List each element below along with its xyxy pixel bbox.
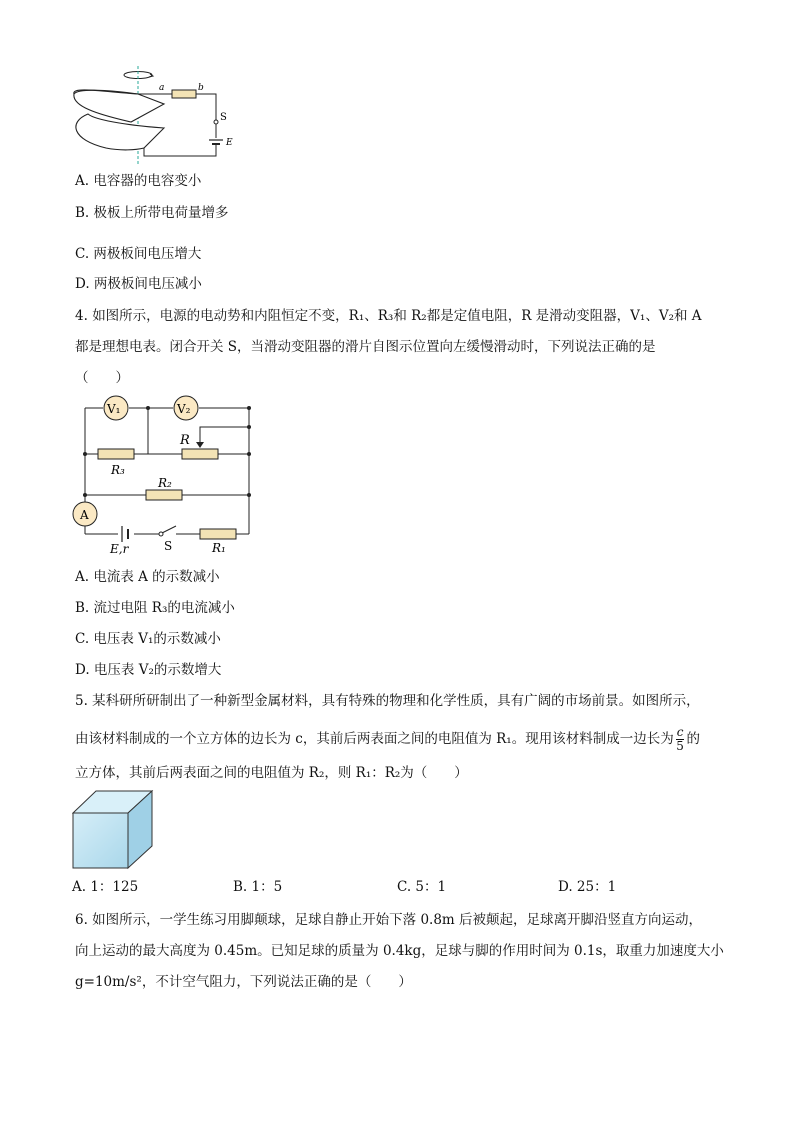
q5-stem-text-2-end: 的: [686, 731, 700, 747]
r2-label: R₂: [158, 476, 172, 490]
q5-option-c[interactable]: C. 5：1: [397, 879, 447, 895]
label-a: a: [159, 83, 165, 93]
capacitor-figure: [66, 66, 246, 166]
q5-stem-line-2: [75, 722, 700, 756]
resistor-r2: [146, 490, 182, 500]
q5-option-b[interactable]: B. 1：5: [233, 879, 283, 895]
fraction-c-over-5: [676, 726, 685, 753]
q5-option-a[interactable]: A. 1：125: [72, 879, 139, 895]
v2-label: V₂: [177, 402, 191, 416]
q4-stem-line-1: [75, 307, 702, 325]
emf-label: E,r: [110, 542, 129, 556]
label-s: S: [220, 112, 227, 123]
fraction-denominator: 5: [676, 738, 684, 753]
q5-option-d[interactable]: D. 25：1: [558, 879, 617, 895]
switch-label: S: [164, 539, 173, 553]
fraction-numerator: c: [676, 724, 684, 739]
q4-stem-text-1: 如图所示，电源的电动势和内阻恒定不变，R₁、R₃和 R₂都是定值电阻，R 是滑动变阻器，V₁、V₂和 A: [92, 308, 702, 324]
q4-option-d[interactable]: D. 电压表 V₂的示数增大: [75, 662, 222, 678]
q3-option-b[interactable]: B. 极板上所带电荷量增多: [75, 205, 229, 221]
q3-option-a[interactable]: A. 电容器的电容变小: [75, 173, 202, 189]
r-label: R: [180, 433, 190, 448]
switch-contact: [159, 532, 163, 536]
resistor-r3: [98, 449, 134, 459]
ammeter-label: A: [80, 508, 89, 522]
rheostat-r: [182, 449, 218, 459]
q4-stem-line-3: （ ）: [75, 370, 129, 386]
q6-stem-line-1: 6. 如图所示，一学生练习用脚颠球，足球自静止开始下落 0.8m 后被颠起，足球离开脚沿竖直方向运动，: [75, 912, 703, 928]
circuit-figure: [70, 394, 260, 556]
q4-option-c[interactable]: C. 电压表 V₁的示数减小: [75, 631, 221, 647]
label-b: b: [198, 83, 204, 93]
v1-label: V₁: [107, 402, 121, 416]
q4-number: 4.: [75, 308, 88, 324]
q4-stem-line-2: 都是理想电表。闭合开关 S，当滑动变阻器的滑片自图示位置向左缓慢滑动时，下列说法正确的是: [75, 339, 656, 355]
q5-stem-text-2: 由该材料制成的一个立方体的边长为 c，其前后两表面之间的电阻值为 R₁。现用该材料制成一边长为: [75, 731, 674, 747]
q4-option-b[interactable]: B. 流过电阻 R₃的电流减小: [75, 600, 235, 616]
resistor-r1: [200, 529, 236, 539]
q3-option-c[interactable]: C. 两极板间电压增大: [75, 246, 202, 262]
cube-figure: [72, 790, 154, 870]
q6-stem-line-3: g=10m/s²，不计空气阻力，下列说法正确的是（ ）: [75, 974, 412, 990]
q5-stem-line-1: 5. 某科研所研制出了一种新型金属材料，具有特殊的物理和化学性质，具有广阔的市场前景。如图所示，: [75, 693, 700, 709]
resistor-ab: [172, 90, 196, 98]
q3-option-d[interactable]: D. 两极板间电压减小: [75, 276, 202, 292]
r1-label: R₁: [212, 541, 226, 555]
q6-stem-line-2: 向上运动的最大高度为 0.45m。已知足球的质量为 0.4kg，足球与脚的作用时间为 0.1s，取重力加速度大小: [75, 943, 724, 959]
r3-label: R₃: [111, 463, 125, 477]
q4-option-a[interactable]: A. 电流表 A 的示数减小: [75, 569, 220, 585]
cube-front-face: [73, 813, 128, 868]
label-e: E: [226, 138, 233, 148]
q5-stem-line-3: 立方体，其前后两表面之间的电阻值为 R₂，则 R₁：R₂为（ ）: [75, 765, 468, 781]
